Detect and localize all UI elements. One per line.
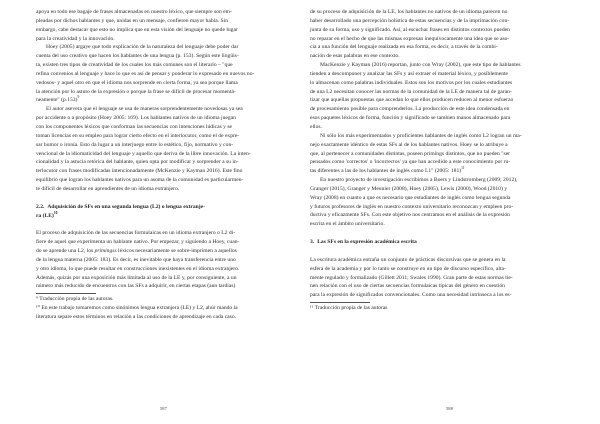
body-line: para la expresión de significados convencionales. Como una necesidad intrínseca a los es- [310,292,512,299]
body-line: mente regulado y formalizado (Gillett 2011; Swales 1990). Gran parte de estas normas tie- [310,274,513,281]
body-line: tizar que aquellas propuestas que accedan lo que ellos producen reducen al menor esfuerzo [310,97,514,104]
section-gap [310,229,572,238]
page-number: 588 [446,406,453,411]
body-line: nen relación con el uso de ciertas secuencias formulaicas típicas del género en cuestión [310,283,505,290]
body-line: de la lengua materna (2005: 183). Es decir, es inevitable que haya transferencia entre uno [36,256,236,263]
body-line [36,96,298,105]
footnote: ⁹ Traducción propia de las autoras. [36,296,114,303]
body-line: ta, existen tres tipos de creatividad de los cuales los más comunes son el literario – "que [36,62,233,69]
body-line: apoya en todo ese bagaje de frases almacenadas en nuestro léxico, que siempre son em- [36,9,232,15]
body-line: equilibrio que logran los hablantes nativos para un asoma de la comunidad es particularmen- [36,177,244,184]
body-line: Wray (2008) en cuanto a que es necesario que estudiantes de inglés como lengua segunda [310,194,511,201]
section-gap [36,220,298,229]
footnote-marker: 9 [77,95,80,100]
footnote-marker: 10 [53,210,58,215]
section-heading [310,238,572,247]
body-line: vedosos- y aquel otro en que el idioma nos sorprende en cierta forma, ya sea porque llama [36,79,238,86]
body-line: fiere de aquel que experimenta un hablante nativo. Por empezar, y siguiendo a Hoey, cuan- [36,239,240,246]
footnote-rule [36,293,96,294]
body-line: nejo exactamente idéntico de estas SFs al de los hablantes nativos. Hoey se lo atribuye a [310,141,508,148]
footnote: literatura separe estos términos en relación a las condiciones de aprendizaje en cada caso. [36,314,237,320]
body-line: y otro idioma, lo que puede resultar en construcciones inexistentes en el idioma extranjero. [36,265,240,272]
body-line: embargo, cabe destacar que esto no implica que en esta visión del lenguaje no quede lugar [36,26,238,33]
body-line-text: neamente" (p.153) [36,97,78,104]
body-line: cionalidad y la astucia retórica del hablante, quien opta por modificar y sorprender a su in- [36,159,239,166]
section-title: Las SFs en la expresión académica escrita [317,239,417,246]
body-line: cuenta del uso creativo que hacen los hablantes de una lengua (p. 153). Según este lingüis- [36,53,239,60]
body-line: refina convenios al lenguaje y hace lo que es así de pensar y ponderar lo expresado en nuevos no- [36,70,255,77]
body-line: y futuros profesores de inglés en nuestro contexto universitario reconozcan y empleen pro- [310,203,514,210]
body-line: por accidente o a propósito (Hoey 2005: 169). Los hablantes nativos de un idioma juegan [36,115,236,122]
italic-term: primingss [94,248,117,255]
section-title: Adquisición de SFs en una segunda lengua (L2) o lengua extranje- [47,203,205,210]
body-line [310,167,572,176]
body-line: te difícil de desarrollar en aprendientes de un idioma extranjero. [36,185,180,192]
body-line: que, al pertenecer a comunidades distintas, poseen primings distintos, que no pueden "ser [310,150,511,157]
footnote-marker: 11 [461,166,465,171]
body-line: Además, quizás por una exposición más limitada al uso de la LE y, por consiguiente, a un [36,274,237,281]
body-line: nación de esas palabras en ese contexto. [310,53,400,60]
body-line: El autor asevera que el lenguaje se usa de maneras sorprendentemente novedosas ya sea [46,106,243,113]
body-line: En nuestro proyecto de investigación escribimos a Boers y Lindstromberg (2009; 2012), [320,177,518,184]
body-line: para la creatividad y la innovación. [36,35,115,42]
page-number: 587 [160,406,167,411]
body-line: sar humor o ironía. Esto da lugar a un interjuego entre lo estético, fijo, normativo y con- [36,141,234,148]
body-line: junta de su forma, uso y significado. Así, al escuchar frases en distintos contextos pueden [310,26,510,33]
section-gap [310,247,572,256]
body-line-text: tas diferentes a las de los hablantes de inglés como L1" (2005: 181) [310,168,462,175]
body-line: ellos. [310,123,322,130]
body-line: toman licencias en su empleo para lograr cierto efecto en el interlocutor, como el de expre- [36,132,240,139]
body-line: ductiva y eficazmente SFs. Con este objetivo nos centramos en el análisis de la expresión [310,212,510,219]
body-line: esfera de la academia y por lo tanto se construye en un tipo de discurso específico, alta- [310,265,506,272]
footnote: ¹¹ Traducción propia de las autoras [310,305,388,312]
section-heading-cont [36,212,298,221]
body-line: no reparar en el hecho de que las mismas expresan inequívocamente una idea que se aso- [310,35,510,42]
body-line: de una L2 necesitan conocer las normas de la comunidad de la LE de manera tal de garan- [310,88,512,95]
section-heading [36,203,298,212]
right-text-column [310,8,572,313]
left-text-column [36,8,298,322]
body-line: El proceso de adquisición de las secuencias formulaicas en un idioma extranjero o L2 di- [36,230,236,237]
section-number: 2.2. [36,203,45,210]
body-line: número más reducido de encuentros con las SFs a adquirir, en ciertas etapas (aun tardías) [36,283,236,290]
footnote: ¹⁰ En este trabajo tomaremos como sinónimos lengua extranjera (LE) y L2, ahúr mando la [36,305,238,312]
body-line: terlocutor con frases modificadas intencionadamente (McKenzie y Kayman 2016). Este fino [36,168,243,175]
body-line: de su proceso de adquisición de la LE, los hablantes no nativos de un idioma parecen no [310,9,508,15]
body-line: Hoey (2005) argaye que todo explicación de la naturaleza del lenguaje debe poder dar [46,44,239,51]
body-line: de procesamiento posible para comprenderlos. La producción de este idea condensada en [310,106,510,113]
body-line: con los componentes léxicos que conforman las secuencias con intenciones lúdicas y se [36,123,233,130]
body-line: do se aprende una L2, los primingss léxicos necesariamente se sobre-imprimen a aquellos [36,248,237,255]
body-line: vencional de la idiomaticidad del lenguaje y aquello que deriva de la libre innovación. La inten- [36,150,251,157]
section-gap [36,194,298,203]
body-line: escrita en el ámbito universitario. [310,221,385,228]
body-line: pleadas por dichos hablantes y que, unidas en un mensaje, confieren mayor habla. Sin [36,17,228,24]
section-title-cont: ra (LE) [36,212,54,219]
body-line: tienden a descomponer y analizar las SFs y así extraer el material léxico, y posiblemente [310,70,509,77]
right-page [300,0,600,424]
body-line: Ni sólo los más experimentados y proficientes hablantes de inglés como L2 logran un ma- [320,132,522,139]
body-line: pensados como 'correctos' o 'incorrectos' ya que han accedido a este conocimiento por ru- [310,159,511,166]
body-line: haber desarrollado una percepción holística de estas secuencias y de la imprimación con- [310,17,510,24]
body-line: esos paquetes léxicos de forma, función y significado se tambien manos almacenado para [310,115,511,122]
footnote-rule [310,302,370,303]
body-line: cia a una función del lenguaje realizada en esa forma, es decir, a través de la combi- [310,44,498,51]
body-line: MacKenzie y Kayman (2016) reportan, junto con Wray (2002), que este tipo de hablantes [320,62,521,69]
body-line: Granger (2015), Granger y Meunier (2008), Hoey (2005), Lewis (2000), Wood (2010) y [310,185,508,192]
body-line: La escritura académica entraña un conjunto de prácticas discursivas que se genera en la [310,256,506,263]
body-line: lo almacenan como palabras individuales. Estos son los motivos por los cuales estudiantes [310,79,513,86]
body-line: la atención por lo astuto de la expresión o porque la frase se difícil de procesar momentá- [36,88,236,95]
section-number: 3. [310,239,315,246]
